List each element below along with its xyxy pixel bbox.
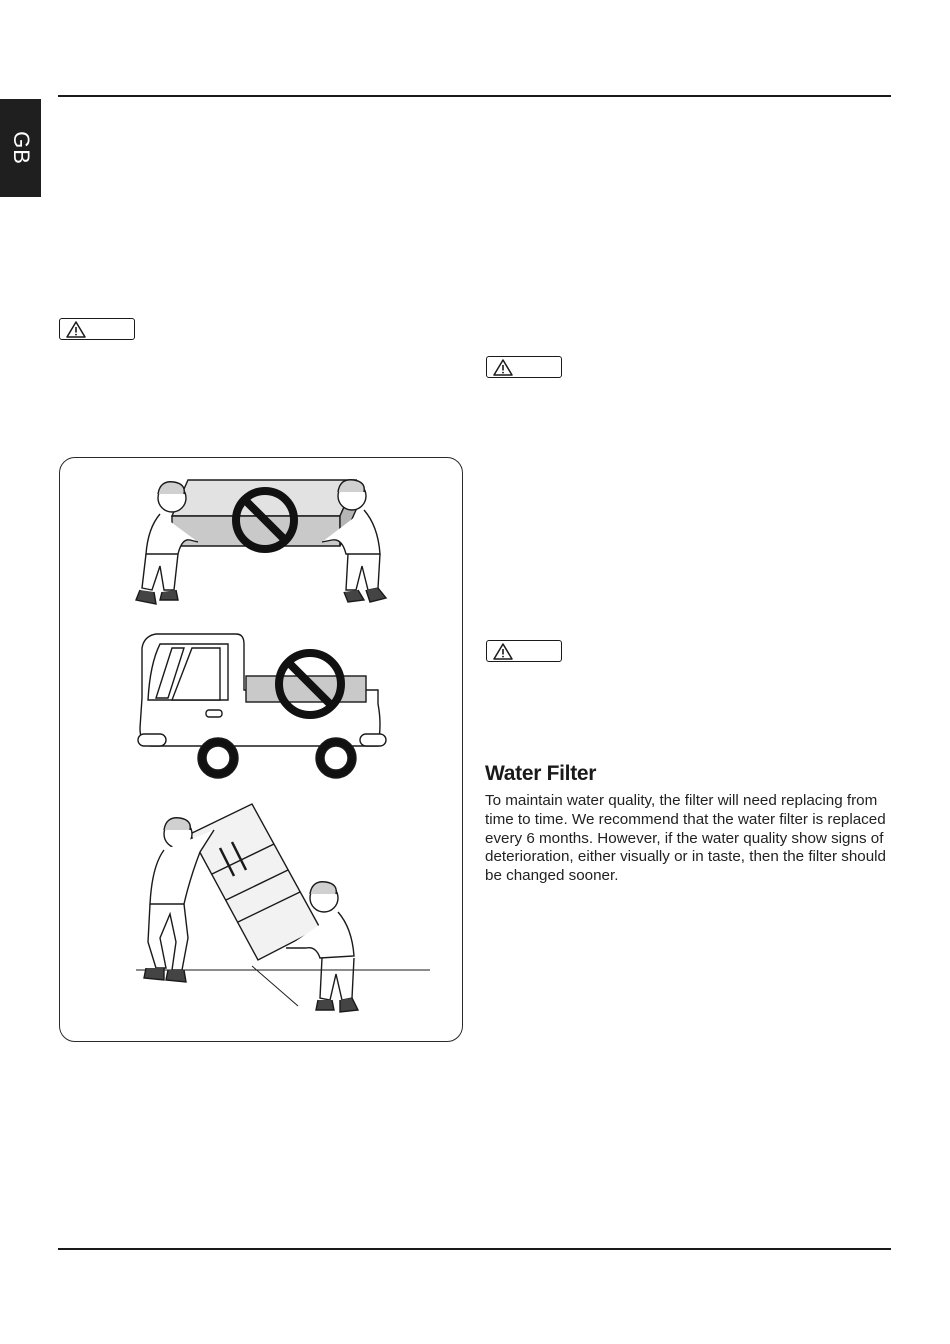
warning-triangle-icon <box>493 643 513 660</box>
warning-label-left <box>59 318 135 340</box>
carry-flat-scene <box>136 480 386 604</box>
language-tab <box>0 99 41 197</box>
warning-label-right-2 <box>486 640 562 662</box>
footer-rule <box>58 1248 891 1250</box>
carry-upright-scene <box>136 804 430 1012</box>
language-tab-label: GB <box>8 131 34 165</box>
warning-triangle-icon <box>493 359 513 376</box>
water-filter-heading: Water Filter <box>485 762 597 785</box>
transport-illustration <box>60 458 464 1043</box>
header-rule <box>58 95 891 97</box>
truck-scene <box>138 634 386 778</box>
transport-illustration-panel <box>59 457 463 1042</box>
warning-triangle-icon <box>66 321 86 338</box>
water-filter-paragraph: To maintain water quality, the filter will need replacing from time to time. We recommend that the water filter is replaced every 6 months. However, if the water quality show signs of deterioration, either visually or in taste, then the filter should be changed sooner. <box>485 792 887 885</box>
warning-label-right-1 <box>486 356 562 378</box>
